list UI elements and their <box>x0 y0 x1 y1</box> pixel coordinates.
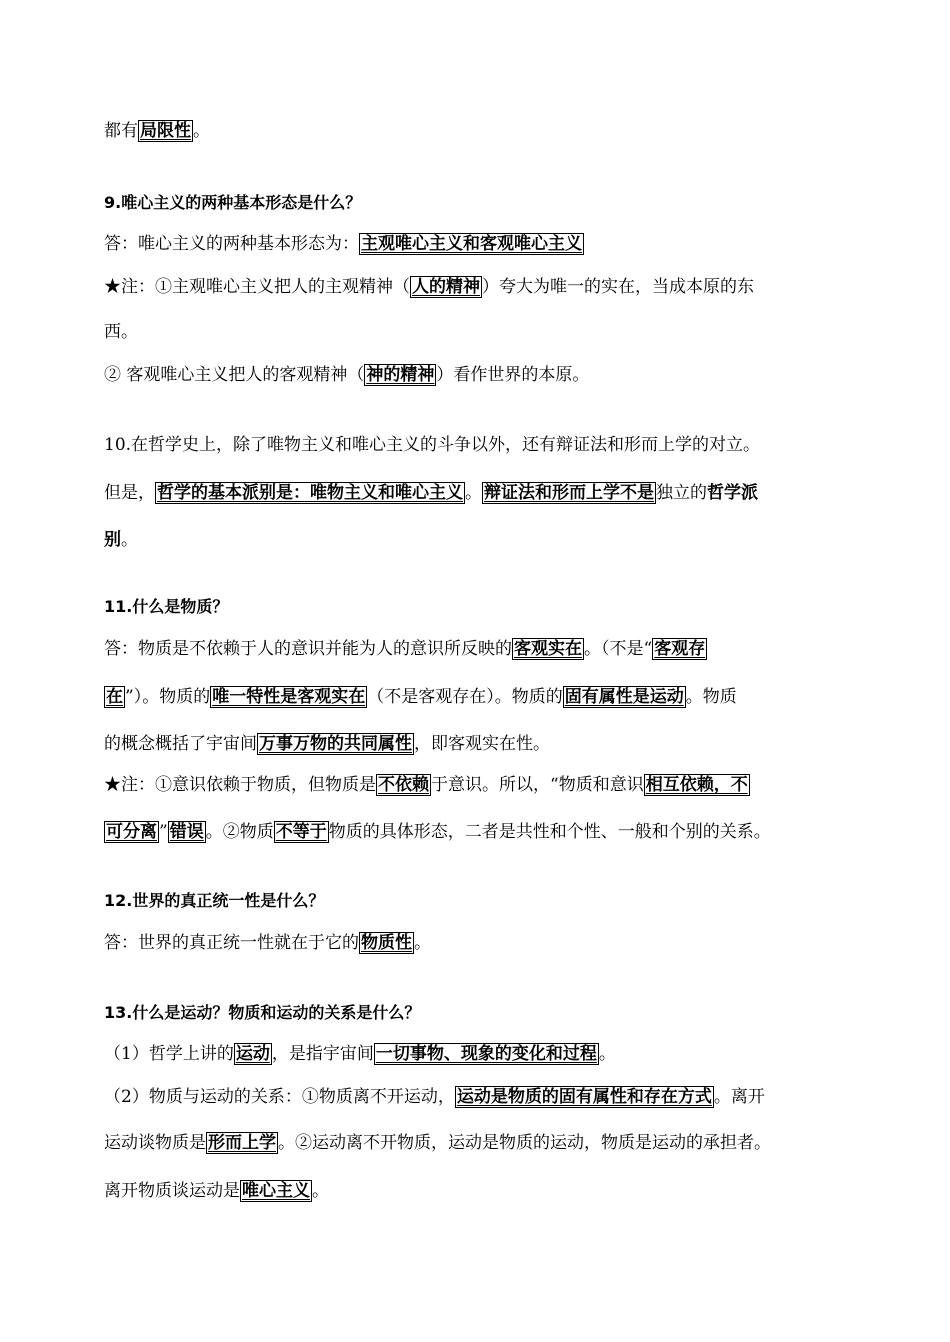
para-10-line-3 <box>104 529 138 551</box>
note-9-2 <box>104 364 589 386</box>
text: 。 <box>598 1044 616 1064</box>
highlight: 物质性 <box>361 933 412 953</box>
text: ）看作世界的本原。 <box>436 365 590 385</box>
highlight: 客观存 <box>654 639 706 659</box>
highlight: 局限性 <box>140 121 191 141</box>
text: ”）。物质的 <box>125 687 211 707</box>
highlight: 运动 <box>235 1044 270 1064</box>
highlight: 运动是物质的固有属性和存在方式 <box>456 1087 712 1107</box>
text: 。 <box>312 1181 329 1201</box>
note-11-line-1 <box>104 774 750 796</box>
para-10-line-1: 10.在哲学史上，除了唯物主义和唯心主义的斗争以外，还有辩证法和形而上学的对立。 <box>104 435 761 455</box>
question-12-title: 12.世界的真正统一性是什么？ <box>104 891 325 910</box>
text: 。 <box>465 483 482 503</box>
bold-text: 哲学派 <box>707 483 758 503</box>
text: ★注：①主观唯心主义把人的主观精神（ <box>104 277 410 297</box>
highlight: 人的精神 <box>412 277 480 297</box>
answer-11-line-3 <box>104 733 550 755</box>
text: 于意识。所以，“物质和意识 <box>431 775 644 795</box>
text: 。离开 <box>713 1087 765 1107</box>
text: 答：唯心主义的两种基本形态为： <box>104 234 359 254</box>
highlight: 客观实在 <box>514 639 582 659</box>
note-11-line-2 <box>104 821 771 843</box>
text: 的概念概括了宇宙间 <box>104 734 257 754</box>
text: ★注：①意识依赖于物质，但物质是 <box>104 775 376 795</box>
highlight: 唯一特性是客观实在 <box>212 687 366 707</box>
highlight: 错误 <box>169 822 204 842</box>
text: （不是客观存在）。物质的 <box>367 687 563 707</box>
highlight: 神的精神 <box>366 365 435 385</box>
text: 运动谈物质是 <box>104 1133 206 1153</box>
highlight: 相互依赖，不 <box>645 775 748 795</box>
question-11-title: 11.什么是物质？ <box>104 597 229 616</box>
text: 离开物质谈运动是 <box>104 1181 240 1201</box>
answer-9 <box>104 233 584 255</box>
text: 。 <box>414 933 431 953</box>
answer-11-line-1 <box>104 638 707 660</box>
answer-13-p1 <box>104 1043 616 1065</box>
highlight: 固有属性是运动 <box>564 687 684 707</box>
text: 。 <box>121 530 138 550</box>
answer-13-p4 <box>104 1180 329 1202</box>
highlight: 可分离 <box>106 822 157 842</box>
question-13-title: 13.什么是运动？物质和运动的关系是什么？ <box>104 1003 421 1022</box>
question-9-title: 9.唯心主义的两种基本形态是什么？ <box>104 193 362 212</box>
highlight: 不依赖 <box>378 775 429 795</box>
text: 都有 <box>104 121 138 141</box>
text: ② 客观唯心主义把人的客观精神（ <box>104 365 365 385</box>
text: 答：物质是不依赖于人的意识并能为人的意识所反映的 <box>104 639 512 659</box>
text: ）夸大为唯一的实在，当成本原的东 <box>482 277 754 297</box>
answer-13-p2 <box>104 1086 765 1108</box>
highlight: 形而上学 <box>208 1133 276 1153</box>
answer-13-p3 <box>104 1132 771 1154</box>
text: 。物质 <box>685 687 737 707</box>
text: （2）物质与运动的关系：①物质离不开运动， <box>104 1087 455 1107</box>
highlight: 一切事物、现象的变化和过程 <box>375 1044 597 1064</box>
highlight: 哲学的基本派别是：唯物主义和唯心主义 <box>157 483 463 503</box>
text: ，即客观实在性。 <box>414 734 550 754</box>
text-line <box>104 120 210 142</box>
text: 但是， <box>104 483 155 503</box>
answer-12 <box>104 932 431 954</box>
text: 。（不是“ <box>584 639 653 659</box>
answer-11-line-2 <box>104 686 737 708</box>
highlight: 唯心主义 <box>242 1181 310 1201</box>
text: 独立的 <box>656 483 707 503</box>
text: （1）哲学上讲的 <box>104 1044 234 1064</box>
text: 。②物质 <box>205 822 274 842</box>
text: 。②运动离不开物质，运动是物质的运动，物质是运动的承担者。 <box>278 1133 771 1153</box>
highlight: 主观唯心主义和客观唯心主义 <box>361 234 582 254</box>
para-10-line-2 <box>104 482 758 504</box>
highlight: 在 <box>106 687 123 707</box>
text: 物质的具体形态，二者是共性和个性、一般和个别的关系。 <box>328 822 771 842</box>
bold-text: 别 <box>104 530 121 550</box>
text: 。 <box>193 121 210 141</box>
note-9-1-cont: 西。 <box>104 322 138 342</box>
note-9-1 <box>104 276 754 298</box>
text: ，是指宇宙间 <box>271 1044 374 1064</box>
highlight: 辩证法和形而上学不是 <box>484 483 654 503</box>
highlight: 万事万物的共同属性 <box>259 734 412 754</box>
highlight: 不等于 <box>275 822 327 842</box>
text: ” <box>159 822 168 842</box>
text: 答：世界的真正统一性就在于它的 <box>104 933 359 953</box>
